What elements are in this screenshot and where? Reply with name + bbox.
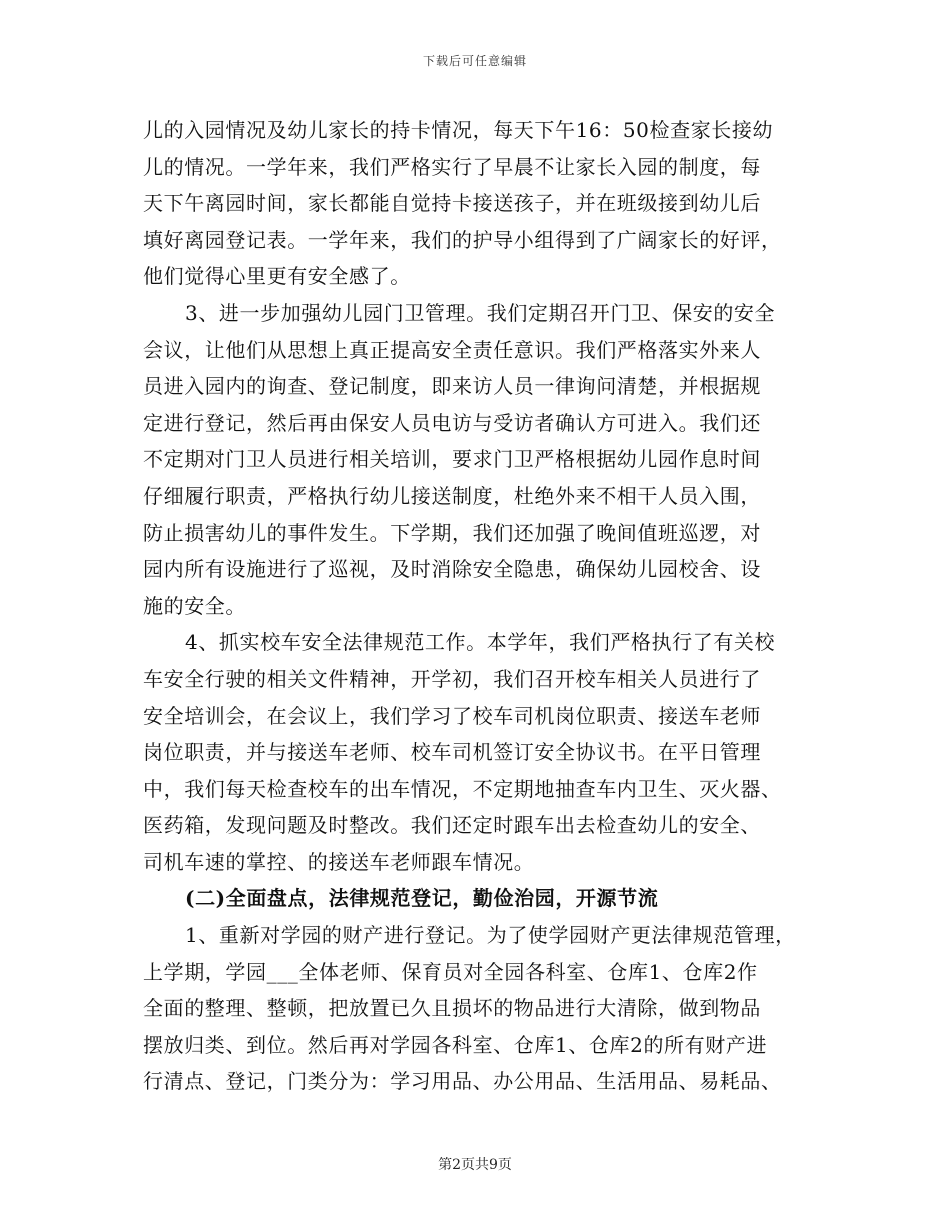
body-line: 上学期，学园___全体老师、保育员对全园各科室、仓库1、仓库2作 <box>143 959 758 984</box>
section-heading: (二)全面盘点，法律规范登记，勤俭治园，开源节流 <box>185 886 659 911</box>
body-line: 不定期对门卫人员进行相关培训，要求门卫严格根据幼儿园作息时间 <box>143 447 761 472</box>
body-line: 防止损害幼儿的事件发生。下学期，我们还加强了晚间值班巡逻，对 <box>143 520 761 545</box>
body-line: 定进行登记，然后再由保安人员电访与受访者确认方可进入。我们还 <box>143 410 761 435</box>
body-line: 司机车速的掌控、的接送车老师跟车情况。 <box>143 849 535 874</box>
body-line: 会议，让他们从思想上真正提高安全责任意识。我们严格落实外来人 <box>143 337 761 362</box>
body-line: 全面的整理、整顿，把放置已久且损坏的物品进行大清除，做到物品 <box>143 996 761 1021</box>
body-line: 员进入园内的询查、登记制度，即来访人员一律询问清楚，并根据规 <box>143 374 761 399</box>
paragraph-start-line: 1、重新对学园的财产进行登记。为了使学园财产更法律规范管理， <box>185 923 796 948</box>
body-line: 施的安全。 <box>143 593 246 618</box>
body-line: 行清点、登记，门类分为：学习用品、办公用品、生活用品、易耗品、 <box>143 1069 782 1094</box>
paragraph-start-line: 4、抓实校车安全法律规范工作。本学年，我们严格执行了有关校 <box>185 630 776 655</box>
body-line: 儿的入园情况及幼儿家长的持卡情况，每天下午16：50检查家长接幼 <box>143 118 774 142</box>
page-header: 下载后可任意编辑 <box>422 54 527 68</box>
body-line: 岗位职责，并与接送车老师、校车司机签订安全协议书。在平日管理 <box>143 740 761 765</box>
body-line: 医药箱，发现问题及时整改。我们还定时跟车出去检查幼儿的安全、 <box>143 813 761 838</box>
body-line: 园内所有设施进行了巡视，及时消除安全隐患，确保幼儿园校舍、设 <box>143 557 761 582</box>
paragraph-start-line: 3、进一步加强幼儿园门卫管理。我们定期召开门卫、保安的安全 <box>185 300 776 325</box>
body-line: 安全培训会，在会议上，我们学习了校车司机岗位职责、接送车老师 <box>143 703 761 728</box>
body-line: 车安全行驶的相关文件精神，开学初，我们召开校车相关人员进行了 <box>143 666 761 691</box>
document-body <box>143 112 813 1100</box>
body-line: 天下午离园时间，家长都能自觉持卡接送孩子，并在班级接到幼儿后 <box>143 191 761 216</box>
page-number: 第2页共9页 <box>438 1157 512 1173</box>
body-line: 填好离园登记表。一学年来，我们的护导小组得到了广阔家长的好评， <box>143 227 782 252</box>
body-line: 摆放归类、到位。然后再对学园各科室、仓库1、仓库2的所有财产进 <box>143 1032 768 1057</box>
body-line: 他们觉得心里更有安全感了。 <box>143 264 411 289</box>
body-line: 仔细履行职责，严格执行幼儿接送制度，杜绝外来不相干人员入围， <box>143 483 761 508</box>
body-line: 儿的情况。一学年来，我们严格实行了早晨不让家长入园的制度，每 <box>143 154 761 179</box>
body-line: 中，我们每天检查校车的出车情况，不定期地抽查车内卫生、灭火器、 <box>143 776 782 801</box>
